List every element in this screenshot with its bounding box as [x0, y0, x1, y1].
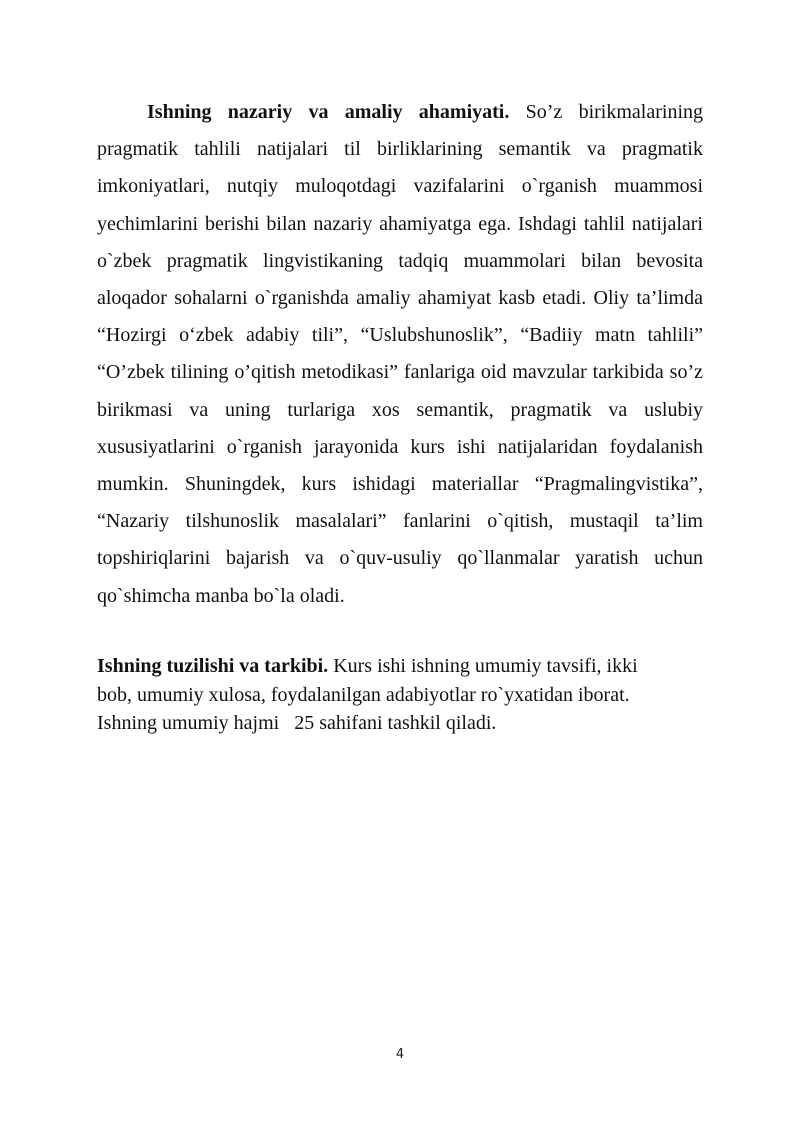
paragraph-line-1: Kurs ishi ishning umumiy tavsifi, ikki: [328, 655, 638, 677]
section-heading-significance: Ishning nazariy va amaliy ahamiyati.: [147, 101, 510, 123]
paragraph-line-2: bob, umumiy xulosa, foydalanilgan adabiyotlar ro`yxatidan iborat.: [97, 683, 630, 706]
paragraph-body-significance: So’z birikmalarining pragmatik tahlili natijalari til birliklarining semantik va pragmatik imkoniyatlari, nutqiy muloqotdagi vazifalarini o`rganish muammosi yechimlarini berishi bilan nazariy ahamiyatga ega. Ishdagi tahlil natijalari o`zbek pragmatik lingvistikaning tadqiq muammolari bilan bevosita aloqador sohalarni o`rganishda amaliy ahamiyat kasb etadi. Oliy ta’limda “Hozirgi o‘zbek adabiy tili”, “Uslubshunoslik”, “Badiiy matn tahlili” “O’zbek tilining o’qitish metodikasi” fanlariga oid mavzular tarkibida so’z birikmasi va uning turlariga xos semantik, pragmatik va uslubiy xususiyatlarini o`rganish jarayonida kurs ishi natijalaridan foydalanish mumkin. Shuningdek, kurs ishidagi materiallar “Pragmalingvistika”, “Nazariy tilshunoslik masalalari” fanlarini o`qitish, mustaqil ta’lim topshiriqlarini bajarish va o`quv-usuliy qo`llanmalar yaratish uchun qo`shimcha manba bo`la oladi.: [97, 101, 704, 607]
paragraph-line-3: Ishning umumiy hajmi 25 sahifani tashkil qiladi.: [97, 712, 497, 734]
section-heading-structure: Ishning tuzilishi va tarkibi.: [97, 655, 329, 677]
paragraph-structure: [97, 652, 703, 738]
paragraph-practical-significance: [97, 94, 703, 615]
page-number: 4: [395, 1047, 405, 1062]
